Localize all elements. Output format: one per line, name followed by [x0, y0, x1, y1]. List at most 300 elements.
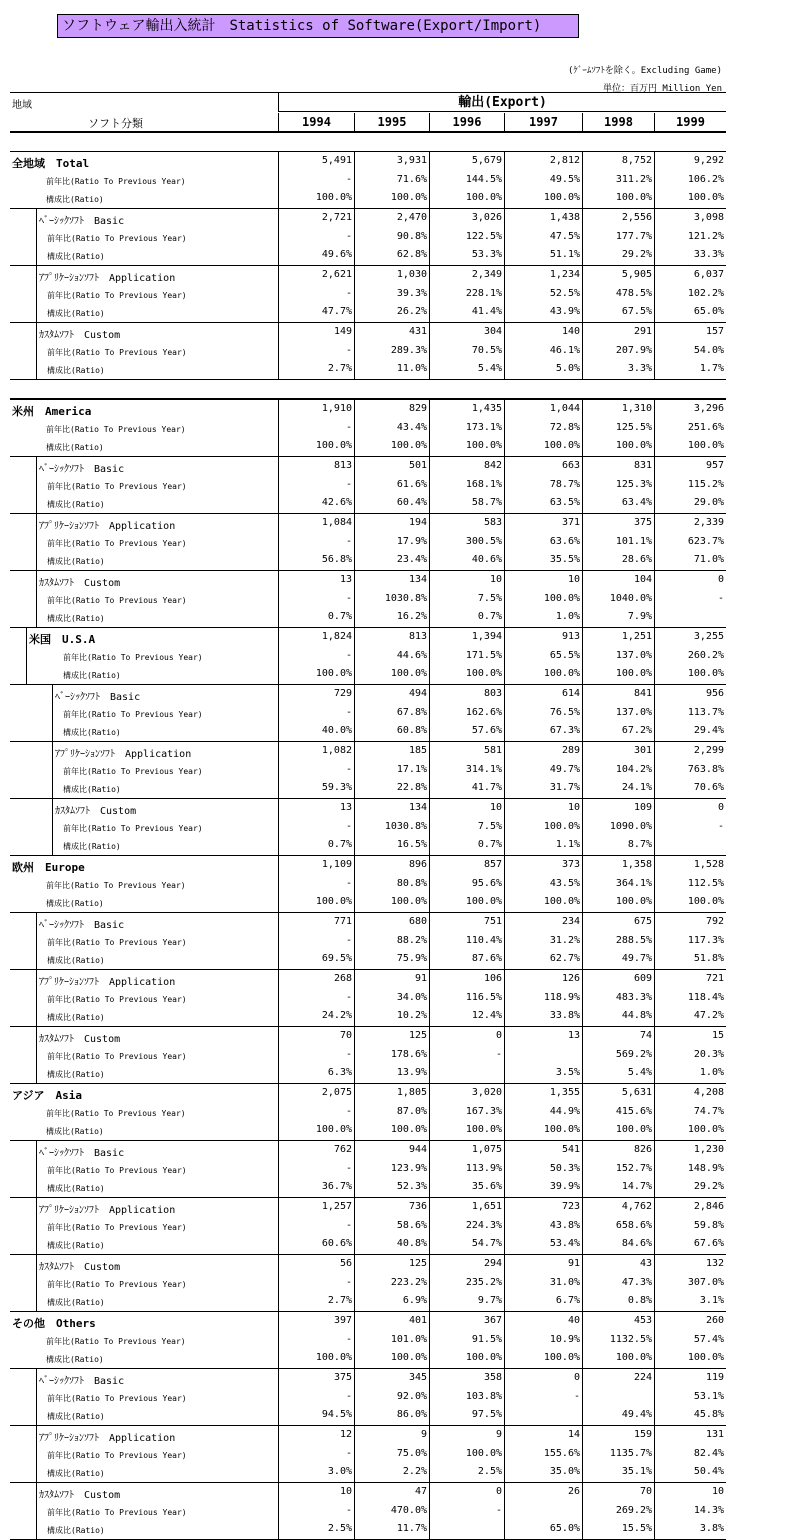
ratio-prev-value: 46.1%: [549, 345, 580, 356]
value-value: 268: [333, 973, 352, 984]
composition-value: 49.6%: [321, 249, 352, 260]
value-value: 375: [333, 1372, 352, 1383]
value-cell: [654, 742, 726, 798]
value-cell: [429, 514, 504, 570]
composition-value: 86.0%: [396, 1409, 427, 1420]
composition-value: 100.0%: [687, 1124, 724, 1135]
value-value: 829: [408, 403, 427, 414]
ratio-prev-value: 110.4%: [465, 935, 502, 946]
composition-value: 3.0%: [327, 1466, 352, 1477]
value-value: 371: [561, 517, 580, 528]
value-cell: [429, 1084, 504, 1140]
ratio-prev-value: 39.3%: [396, 288, 427, 299]
value-cell: [582, 1027, 654, 1083]
value-cell: [504, 1369, 582, 1425]
ratio-prev-value: 70.5%: [471, 345, 502, 356]
composition-value: 52.3%: [396, 1181, 427, 1192]
table-row: [10, 514, 726, 571]
value-value: 583: [483, 517, 502, 528]
composition-value: 100.0%: [390, 1352, 427, 1363]
table-row: [10, 1198, 726, 1255]
composition-label: 構成比(Ratio): [47, 1241, 105, 1250]
value-cell: [654, 685, 726, 741]
value-cell: [504, 1027, 582, 1083]
ratio-prev-value: 148.9%: [687, 1163, 724, 1174]
ratio-prev-value: 47.3%: [621, 1277, 652, 1288]
ratio-prev-value: 117.3%: [687, 935, 724, 946]
composition-value: 33.8%: [549, 1010, 580, 1021]
table-row: [10, 457, 726, 514]
value-cell: [278, 209, 354, 265]
composition-value: 6.7%: [555, 1295, 580, 1306]
value-value: 0: [495, 1486, 502, 1497]
composition-value: 100.0%: [543, 1352, 580, 1363]
composition-value: 62.8%: [396, 249, 427, 260]
value-value: 132: [705, 1258, 724, 1269]
ratio-prev-value: -: [345, 345, 352, 356]
value-value: 813: [408, 631, 427, 642]
ratio-prev-value: 125.3%: [615, 479, 652, 490]
ratio-prev-label: 前年比(Ratio To Previous Year): [47, 1451, 187, 1460]
composition-label: 構成比(Ratio): [47, 252, 105, 261]
composition-value: 63.4%: [621, 497, 652, 508]
region-name: 米州 America: [12, 405, 92, 418]
ratio-prev-label: 前年比(Ratio To Previous Year): [47, 234, 187, 243]
category-name: ｱﾌﾟﾘｹｰｼｮﾝｿﾌﾄ Application: [39, 521, 176, 532]
category-name: ﾍﾞｰｼｯｸｿﾌﾄ Basic: [55, 692, 141, 703]
value-cell: [278, 323, 354, 379]
value-value: 614: [561, 688, 580, 699]
ratio-prev-value: 75.0%: [396, 1448, 427, 1459]
value-value: 3,296: [693, 403, 724, 414]
value-value: 125: [408, 1258, 427, 1269]
composition-value: 35.0%: [549, 1466, 580, 1477]
value-value: 13: [339, 802, 352, 813]
value-cell: [429, 913, 504, 969]
category-name: ｱﾌﾟﾘｹｰｼｮﾝｿﾌﾄ Application: [39, 1205, 176, 1216]
composition-value: 67.6%: [693, 1238, 724, 1249]
ratio-prev-value: 91.5%: [471, 1334, 502, 1345]
composition-value: 69.5%: [321, 953, 352, 964]
composition-value: 35.5%: [549, 554, 580, 565]
value-value: 0: [717, 574, 724, 585]
composition-value: 8.7%: [627, 839, 652, 850]
composition-value: 100.0%: [390, 1124, 427, 1135]
value-cell: [582, 1255, 654, 1311]
table-row: [10, 685, 726, 742]
composition-value: 2.7%: [327, 363, 352, 374]
composition-value: 100.0%: [543, 440, 580, 451]
ratio-prev-value: 113.7%: [687, 707, 724, 718]
composition-value: 100.0%: [687, 1352, 724, 1363]
composition-value: 100.0%: [615, 1352, 652, 1363]
value-value: 541: [561, 1144, 580, 1155]
value-value: 109: [633, 802, 652, 813]
value-cell: [278, 1141, 354, 1197]
ratio-prev-value: 171.5%: [465, 650, 502, 661]
composition-value: 1.7%: [699, 363, 724, 374]
ratio-prev-value: 53.1%: [693, 1391, 724, 1402]
value-value: 149: [333, 326, 352, 337]
composition-value: 57.6%: [471, 725, 502, 736]
ratio-prev-value: 168.1%: [465, 479, 502, 490]
value-cell: [582, 323, 654, 379]
value-value: 15: [711, 1030, 724, 1041]
value-cell: [654, 1084, 726, 1140]
ratio-prev-label: 前年比(Ratio To Previous Year): [47, 1223, 187, 1232]
composition-value: 70.6%: [693, 782, 724, 793]
statistics-table: [10, 92, 726, 1540]
composition-value: 100.0%: [543, 896, 580, 907]
value-value: 106: [483, 973, 502, 984]
value-cell: [354, 1369, 429, 1425]
value-cell: [429, 685, 504, 741]
ratio-prev-value: -: [345, 536, 352, 547]
region-name: アジア Asia: [12, 1089, 83, 1102]
composition-value: 0.8%: [627, 1295, 652, 1306]
ratio-prev-value: 76.5%: [549, 707, 580, 718]
composition-label: 構成比(Ratio): [47, 309, 105, 318]
value-cell: [278, 856, 354, 912]
ratio-prev-value: 118.4%: [687, 992, 724, 1003]
value-cell: [429, 1141, 504, 1197]
value-cell: [278, 1369, 354, 1425]
value-value: 501: [408, 460, 427, 471]
value-cell: [504, 1141, 582, 1197]
value-value: 0: [573, 1372, 580, 1383]
value-value: 260: [705, 1315, 724, 1326]
category-name: ｶｽﾀﾑｿﾌﾄ Custom: [55, 806, 137, 817]
value-value: 3,020: [471, 1087, 502, 1098]
composition-value: 67.2%: [621, 725, 652, 736]
composition-value: 100.0%: [615, 896, 652, 907]
composition-value: 100.0%: [390, 668, 427, 679]
value-value: 4,208: [693, 1087, 724, 1098]
value-cell: [582, 400, 654, 456]
value-cell: [278, 1483, 354, 1539]
ratio-prev-value: 658.6%: [615, 1220, 652, 1231]
value-value: 9: [495, 1429, 502, 1440]
composition-value: 39.9%: [549, 1181, 580, 1192]
value-cell: [354, 323, 429, 379]
ratio-prev-value: 235.2%: [465, 1277, 502, 1288]
composition-label: 構成比(Ratio): [47, 1184, 105, 1193]
ratio-prev-value: -: [345, 650, 352, 661]
composition-value: 0.7%: [477, 611, 502, 622]
value-cell: [654, 457, 726, 513]
value-cell: [429, 970, 504, 1026]
value-value: 134: [408, 574, 427, 585]
value-cell: [654, 514, 726, 570]
composition-value: 65.0%: [549, 1523, 580, 1534]
value-cell: [354, 742, 429, 798]
ratio-prev-value: -: [495, 1049, 502, 1060]
value-cell: [429, 457, 504, 513]
ratio-prev-value: 43.4%: [396, 422, 427, 433]
composition-value: 49.7%: [621, 953, 652, 964]
value-cell: [654, 913, 726, 969]
composition-label: 構成比(Ratio): [47, 1469, 105, 1478]
composition-value: 10.2%: [396, 1010, 427, 1021]
ratio-prev-value: 207.9%: [615, 345, 652, 356]
composition-value: 100.0%: [465, 668, 502, 679]
header-year-3: 1997: [504, 113, 582, 131]
ratio-prev-label: 前年比(Ratio To Previous Year): [47, 1508, 187, 1517]
ratio-prev-value: 269.2%: [615, 1505, 652, 1516]
ratio-prev-label: 前年比(Ratio To Previous Year): [47, 1052, 187, 1061]
ratio-prev-value: 7.5%: [477, 593, 502, 604]
ratio-prev-value: 121.2%: [687, 231, 724, 242]
composition-value: 16.2%: [396, 611, 427, 622]
ratio-prev-value: 1132.5%: [609, 1334, 652, 1345]
value-value: 2,075: [321, 1087, 352, 1098]
ratio-prev-value: -: [495, 1505, 502, 1516]
value-value: 2,721: [321, 212, 352, 223]
value-value: 1,528: [693, 859, 724, 870]
value-value: 826: [633, 1144, 652, 1155]
value-value: 1,109: [321, 859, 352, 870]
value-cell: [354, 1312, 429, 1368]
value-cell: [504, 799, 582, 855]
value-cell: [278, 266, 354, 322]
value-value: 70: [639, 1486, 652, 1497]
ratio-prev-value: 483.3%: [615, 992, 652, 1003]
composition-value: 22.8%: [396, 782, 427, 793]
value-cell: [582, 742, 654, 798]
composition-value: 1.0%: [555, 611, 580, 622]
value-cell: [582, 1483, 654, 1539]
ratio-prev-label: 前年比(Ratio To Previous Year): [47, 938, 187, 947]
composition-value: 100.0%: [465, 192, 502, 203]
value-value: 13: [339, 574, 352, 585]
table-row: [10, 1312, 726, 1369]
composition-label: 構成比(Ratio): [46, 195, 104, 204]
value-cell: [354, 400, 429, 456]
value-cell: [504, 400, 582, 456]
composition-label: 構成比(Ratio): [47, 1298, 105, 1307]
ratio-prev-label: 前年比(Ratio To Previous Year): [46, 1337, 186, 1346]
region-name: その他 Others: [12, 1317, 96, 1330]
value-value: 1,651: [471, 1201, 502, 1212]
value-value: 736: [408, 1201, 427, 1212]
ratio-prev-value: 118.9%: [543, 992, 580, 1003]
ratio-prev-value: -: [717, 593, 724, 604]
table-row: [10, 856, 726, 913]
composition-value: 100.0%: [687, 668, 724, 679]
value-cell: [582, 1426, 654, 1482]
value-value: 10: [489, 574, 502, 585]
composition-value: 60.8%: [396, 725, 427, 736]
composition-value: 100.0%: [315, 1352, 352, 1363]
table-row: [10, 323, 726, 380]
value-cell: [504, 628, 582, 684]
category-name: ﾍﾞｰｼｯｸｿﾌﾄ Basic: [39, 1148, 125, 1159]
value-value: 3,026: [471, 212, 502, 223]
value-value: 1,438: [549, 212, 580, 223]
value-cell: [429, 1198, 504, 1254]
composition-value: 0.7%: [327, 611, 352, 622]
value-cell: [278, 970, 354, 1026]
ratio-prev-label: 前年比(Ratio To Previous Year): [46, 881, 186, 890]
ratio-prev-value: 58.6%: [396, 1220, 427, 1231]
ratio-prev-value: -: [345, 1334, 352, 1345]
table-row: [10, 742, 726, 799]
value-cell: [654, 970, 726, 1026]
table-row: [10, 266, 726, 323]
category-name: ｱﾌﾟﾘｹｰｼｮﾝｿﾌﾄ Application: [39, 273, 176, 284]
value-cell: [582, 628, 654, 684]
composition-label: 構成比(Ratio): [46, 899, 104, 908]
ratio-prev-value: 1135.7%: [609, 1448, 652, 1459]
value-cell: [278, 514, 354, 570]
composition-value: 100.0%: [465, 440, 502, 451]
value-value: 131: [705, 1429, 724, 1440]
note-unit: 単位：百万円 Million Yen: [602, 84, 722, 94]
value-value: 1,257: [321, 1201, 352, 1212]
value-cell: [354, 514, 429, 570]
value-value: 2,812: [549, 155, 580, 166]
composition-value: 6.3%: [327, 1067, 352, 1078]
composition-value: 29.2%: [621, 249, 652, 260]
composition-value: 16.5%: [396, 839, 427, 850]
ratio-prev-value: 289.3%: [390, 345, 427, 356]
ratio-prev-value: 71.6%: [396, 174, 427, 185]
composition-value: 2.7%: [327, 1295, 352, 1306]
category-name: ｶｽﾀﾑｿﾌﾄ Custom: [39, 1262, 121, 1273]
note-excluding-game: (ｹﾞｰﾑｿﾌﾄを除く。Excluding Game): [567, 66, 722, 76]
composition-value: 3.1%: [699, 1295, 724, 1306]
composition-value: 54.7%: [471, 1238, 502, 1249]
composition-value: 31.7%: [549, 782, 580, 793]
composition-value: 5.4%: [627, 1067, 652, 1078]
value-cell: [354, 152, 429, 208]
category-name: ﾍﾞｰｼｯｸｿﾌﾄ Basic: [39, 464, 125, 475]
value-cell: [504, 1426, 582, 1482]
value-value: 2,621: [321, 269, 352, 280]
composition-value: 24.2%: [321, 1010, 352, 1021]
value-value: 304: [483, 326, 502, 337]
value-value: 291: [633, 326, 652, 337]
value-cell: [429, 1426, 504, 1482]
composition-value: 6.9%: [402, 1295, 427, 1306]
composition-value: 7.9%: [627, 611, 652, 622]
composition-value: 15.5%: [621, 1523, 652, 1534]
ratio-prev-value: 152.7%: [615, 1163, 652, 1174]
ratio-prev-value: 112.5%: [687, 878, 724, 889]
value-cell: [429, 266, 504, 322]
composition-value: 100.0%: [390, 440, 427, 451]
value-cell: [278, 152, 354, 208]
ratio-prev-label: 前年比(Ratio To Previous Year): [63, 710, 203, 719]
ratio-prev-value: 763.8%: [687, 764, 724, 775]
composition-value: 53.4%: [549, 1238, 580, 1249]
composition-value: 71.0%: [693, 554, 724, 565]
ratio-prev-value: -: [345, 231, 352, 242]
value-value: 9: [420, 1429, 427, 1440]
composition-value: 2.5%: [327, 1523, 352, 1534]
header-year-2: 1996: [429, 113, 504, 131]
composition-value: 47.2%: [693, 1010, 724, 1021]
composition-label: 構成比(Ratio): [63, 671, 121, 680]
value-cell: [654, 628, 726, 684]
value-cell: [354, 1426, 429, 1482]
value-value: 126: [561, 973, 580, 984]
value-cell: [582, 266, 654, 322]
composition-value: 58.7%: [471, 497, 502, 508]
value-cell: [582, 970, 654, 1026]
value-value: 6,037: [693, 269, 724, 280]
value-value: 5,679: [471, 155, 502, 166]
ratio-prev-value: 470.0%: [390, 1505, 427, 1516]
value-value: 26: [567, 1486, 580, 1497]
value-cell: [354, 799, 429, 855]
value-value: 1,310: [621, 403, 652, 414]
ratio-prev-value: 1030.8%: [384, 593, 427, 604]
composition-value: 100.0%: [390, 192, 427, 203]
composition-label: 構成比(Ratio): [47, 956, 105, 965]
value-cell: [429, 742, 504, 798]
composition-label: 構成比(Ratio): [63, 785, 121, 794]
ratio-prev-value: 116.5%: [465, 992, 502, 1003]
composition-value: 3.3%: [627, 363, 652, 374]
value-cell: [582, 209, 654, 265]
value-value: 1,435: [471, 403, 502, 414]
value-value: 91: [414, 973, 427, 984]
composition-value: 60.4%: [396, 497, 427, 508]
composition-value: 40.6%: [471, 554, 502, 565]
value-cell: [504, 209, 582, 265]
table-row: [10, 1027, 726, 1084]
ratio-prev-value: 67.8%: [396, 707, 427, 718]
value-cell: [582, 457, 654, 513]
ratio-prev-value: 43.5%: [549, 878, 580, 889]
value-cell: [504, 1483, 582, 1539]
composition-value: 100.0%: [315, 1124, 352, 1135]
category-name: ﾍﾞｰｼｯｸｿﾌﾄ Basic: [39, 1376, 125, 1387]
composition-value: 100.0%: [465, 1124, 502, 1135]
header-year-4: 1998: [582, 113, 654, 131]
ratio-prev-value: 14.3%: [693, 1505, 724, 1516]
value-value: 345: [408, 1372, 427, 1383]
composition-value: 35.6%: [471, 1181, 502, 1192]
value-cell: [429, 1369, 504, 1425]
region-name: 欧州 Europe: [12, 861, 85, 874]
value-value: 224: [633, 1372, 652, 1383]
category-name: ｶｽﾀﾑｿﾌﾄ Custom: [39, 330, 121, 341]
ratio-prev-value: 44.6%: [396, 650, 427, 661]
composition-value: 14.7%: [621, 1181, 652, 1192]
value-value: 431: [408, 326, 427, 337]
ratio-prev-value: 101.1%: [615, 536, 652, 547]
value-value: 1,394: [471, 631, 502, 642]
ratio-prev-value: 1040.0%: [609, 593, 652, 604]
value-cell: [429, 400, 504, 456]
value-cell: [654, 799, 726, 855]
value-cell: [582, 913, 654, 969]
value-value: 723: [561, 1201, 580, 1212]
table-header: [10, 92, 726, 133]
value-value: 1,082: [321, 745, 352, 756]
ratio-prev-value: 59.8%: [693, 1220, 724, 1231]
ratio-prev-value: 364.1%: [615, 878, 652, 889]
value-value: 157: [705, 326, 724, 337]
value-cell: [429, 1312, 504, 1368]
composition-value: 87.6%: [471, 953, 502, 964]
value-value: 159: [633, 1429, 652, 1440]
ratio-prev-value: -: [345, 1049, 352, 1060]
value-cell: [429, 152, 504, 208]
category-name: ｱﾌﾟﾘｹｰｼｮﾝｿﾌﾄ Application: [39, 1433, 176, 1444]
